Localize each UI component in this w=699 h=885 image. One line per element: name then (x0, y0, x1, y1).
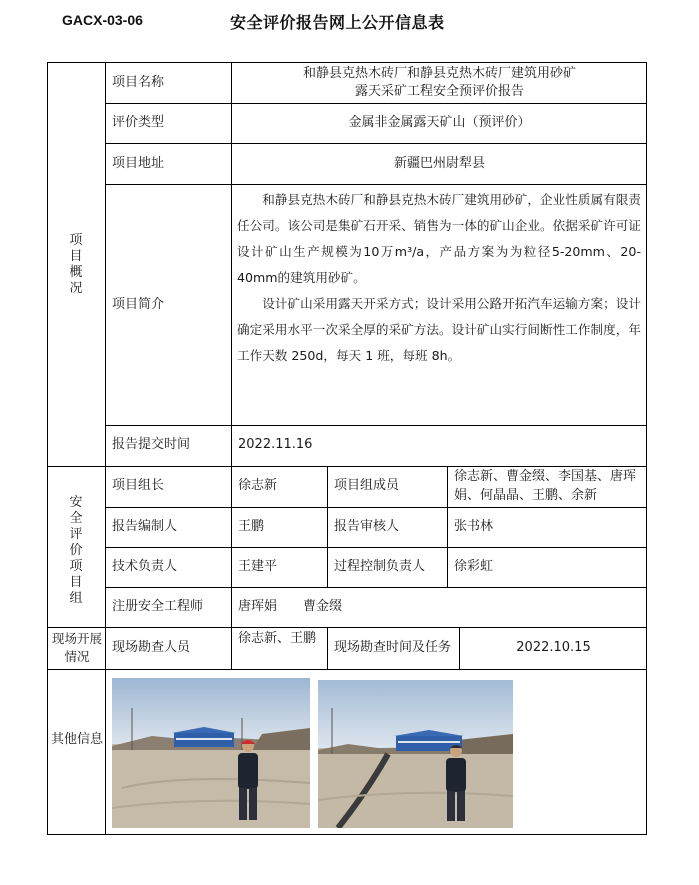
section-divider (48, 627, 647, 628)
project-name-line2: 露天采矿工程安全预评价报告 (354, 84, 524, 99)
row-divider (106, 507, 647, 508)
section-divider (48, 669, 647, 670)
members-label: 项目组成员 (334, 478, 400, 493)
project-name-label: 项目名称 (112, 75, 165, 90)
engineer-label: 注册安全工程师 (112, 599, 204, 614)
site-photo-1 (112, 678, 310, 828)
intro-paragraph-1: 和静县克热木砖厂和静县克热木砖厂建筑用砂矿，企业性质属有限责任公司。该公司是集矿石开采、销售为一体的矿山企业。依据采矿许可证设计矿山生产规模为10万m³/a，产品方案为为粒径5-20mm、20-40mm的建筑用砂矿。 (237, 192, 641, 285)
author-value: 王鹏 (238, 519, 265, 534)
column-divider (231, 466, 232, 669)
info-table (47, 62, 647, 835)
row-divider (106, 425, 647, 426)
row-divider (106, 143, 647, 144)
process-lead-label: 过程控制负责人 (334, 559, 426, 574)
leader-value: 徐志新 (238, 478, 278, 493)
column-divider (327, 627, 328, 669)
intro-paragraph-2: 设计矿山采用露天开采方式；设计采用公路开拓汽车运输方案；设计确定采用水平一次采全厚的采矿方法。设计矿山实行间断性工作制度，年工作天数 250d，每天 1 班，每班 8h。 (237, 296, 641, 363)
document-title: 安全评价报告网上公开信息表 (230, 13, 445, 32)
project-address-value: 新疆巴州尉犁县 (393, 156, 485, 171)
site-time-value: 2022.10.15 (516, 640, 591, 655)
column-divider (105, 63, 106, 835)
column-divider (327, 466, 328, 587)
project-address-label: 项目地址 (112, 156, 165, 171)
row-divider (106, 184, 647, 185)
site-photo-1-image (112, 678, 310, 828)
project-intro-label: 项目简介 (112, 297, 165, 312)
tech-lead-label: 技术负责人 (112, 559, 178, 574)
site-staff-label: 现场勘查人员 (112, 640, 191, 655)
section-team: 安全评价项目组 (69, 495, 83, 606)
project-name-line1: 和静县克热木砖厂和静县克热木砖厂建筑用砂矿 (302, 66, 576, 81)
members-value: 徐志新、曹金缀、李国基、唐珲娟、何晶晶、王鹏、余新 (454, 469, 637, 503)
site-photo-2-image (318, 680, 513, 828)
tech-lead-value: 王建平 (238, 559, 278, 574)
reviewer-value: 张书林 (454, 519, 494, 534)
evaluation-type-label: 评价类型 (112, 115, 165, 130)
site-staff-value: 徐志新、王鹏 (238, 631, 317, 646)
engineer-value: 唐珲娟 曹金缀 (238, 599, 343, 614)
column-divider (447, 466, 448, 587)
section-overview: 项目概况 (69, 233, 83, 296)
author-label: 报告编制人 (112, 519, 178, 534)
section-other: 其他信息 (50, 732, 103, 747)
site-time-label: 现场勘查时间及任务 (334, 640, 452, 655)
row-divider (106, 103, 647, 104)
project-intro-text (237, 187, 641, 369)
submit-time-value: 2022.11.16 (238, 437, 313, 452)
process-lead-value: 徐彩虹 (454, 559, 494, 574)
section-site: 现场开展情况 (51, 631, 102, 664)
document-code: GACX-03-06 (62, 12, 143, 28)
submit-time-label: 报告提交时间 (112, 437, 191, 452)
leader-label: 项目组长 (112, 478, 165, 493)
evaluation-type-value: 金属非金属露天矿山（预评价） (348, 115, 531, 130)
reviewer-label: 报告审核人 (334, 519, 400, 534)
row-divider (106, 587, 647, 588)
site-photo-2 (318, 680, 513, 828)
row-divider (106, 547, 647, 548)
